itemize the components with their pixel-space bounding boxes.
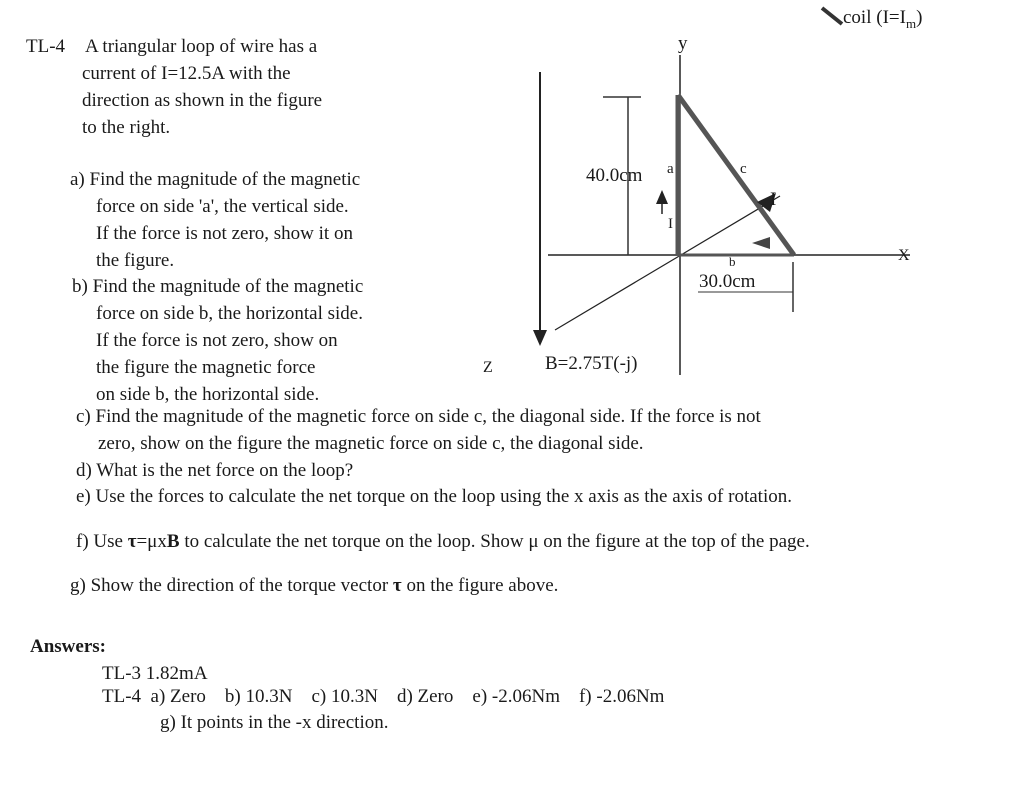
height-dim-label: 40.0cm: [586, 165, 643, 186]
coil-label: coil $(I=I_m)$: [843, 7, 923, 31]
side-c-label: c: [740, 161, 747, 177]
z-axis-label: Z: [483, 359, 493, 376]
part-a-line: If the force is not zero, show it on: [96, 223, 353, 244]
current-label: I: [770, 189, 777, 210]
part-f: f) Use τ=μxB to calculate the net torque on the loop. Show μ on the figure at the top of the page.: [76, 531, 810, 552]
intro-line: to the right.: [82, 117, 171, 138]
current-arrow-a: [656, 190, 668, 204]
side-b-label: b: [729, 254, 736, 269]
part-a-line: a) Find the magnitude of the magnetic: [70, 169, 361, 190]
problem-id: TL-4: [26, 36, 66, 57]
x-axis-label: X: [898, 247, 910, 264]
width-dim-label: 30.0cm: [699, 271, 756, 292]
answer-tl3: TL-3 1.82mA: [102, 663, 208, 684]
part-c-line: c) Find the magnitude of the magnetic force on side c, the diagonal side. If the force is not: [76, 406, 761, 427]
part-b-line: force on side b, the horizontal side.: [96, 303, 363, 324]
side-c-wire: [678, 95, 794, 255]
coil-mark: [822, 8, 842, 24]
intro-line: A triangular loop of wire has a: [85, 36, 318, 57]
answer-tl4: TL-4 a) Zero b) 10.3N c) 10.3N d) Zero e) -2.06Nm f) -2.06Nm: [102, 686, 665, 707]
part-b-line: the figure the magnetic force: [96, 357, 316, 378]
side-a-current-label: I: [668, 216, 673, 232]
part-g: g) Show the direction of the torque vector τ on the figure above.: [70, 575, 559, 596]
side-a-label: a: [667, 161, 674, 177]
field-arrowhead: [533, 330, 547, 346]
current-arrow-b: [752, 237, 770, 249]
part-b-line: on side b, the horizontal side.: [96, 384, 320, 405]
part-c-line: zero, show on the figure the magnetic force on side c, the diagonal side.: [98, 433, 644, 454]
answers-heading: Answers:: [30, 636, 106, 657]
part-b-line: b) Find the magnitude of the magnetic: [72, 276, 364, 297]
part-b-line: If the force is not zero, show on: [96, 330, 338, 351]
part-e: e) Use the forces to calculate the net torque on the loop using the x axis as the axis of rotation.: [76, 486, 792, 507]
intro-line: current of I=12.5A with the: [82, 63, 291, 84]
intro-line: direction as shown in the figure: [82, 90, 323, 111]
field-label: B=2.75T(-j): [545, 353, 638, 374]
part-a-line: force on side 'a', the vertical side.: [96, 196, 349, 217]
part-a-line: the figure.: [96, 250, 175, 271]
y-axis-label: y: [678, 33, 688, 54]
part-d: d) What is the net force on the loop?: [76, 460, 354, 481]
answer-tl4-g: g) It points in the -x direction.: [160, 712, 389, 733]
